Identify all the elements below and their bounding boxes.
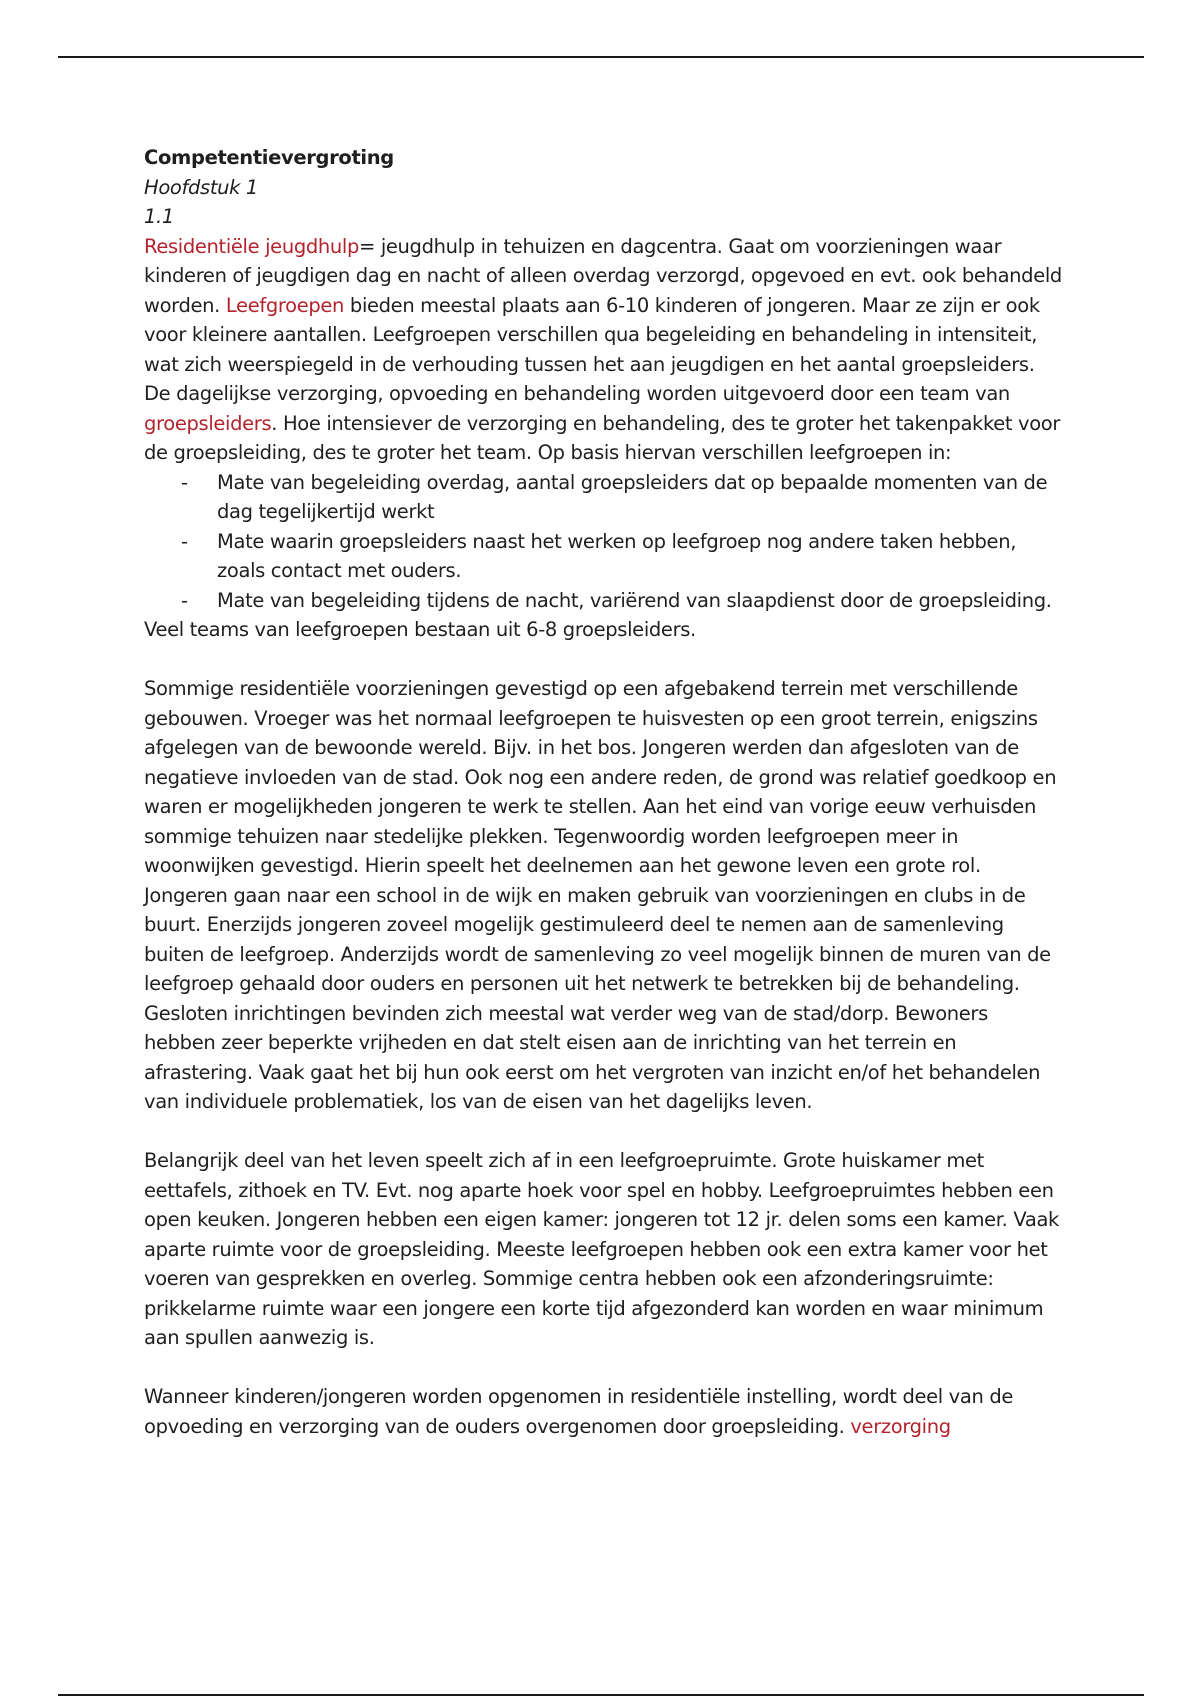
paragraph-intro-text-3: . Hoe intensiever de verzorging en behandeling, des te groter het takenpakket voor de groepsleiding, des te groter het team. Op basis hiervan verschillen leefgroepen in: [144, 411, 1061, 464]
paragraph-teams: Veel teams van leefgroepen bestaan uit 6-8 groepsleiders. [144, 618, 696, 641]
bullet-dash: - [181, 588, 188, 612]
header-rule [58, 56, 1144, 58]
bullet-dash: - [181, 470, 188, 494]
list-item [144, 527, 1064, 586]
list-item-text: Mate van begeleiding overdag, aantal groepsleiders dat op bepaalde momenten van de dag tegelijkertijd werkt [217, 470, 1048, 523]
bullet-list [144, 468, 1064, 616]
document-title: Competentievergroting [144, 146, 394, 169]
paragraph-gap [144, 1117, 1064, 1147]
list-item-text: Mate van begeleiding tijdens de nacht, variërend van slaapdienst door de groepsleiding. [217, 588, 1052, 612]
paragraph-intro [144, 232, 1064, 468]
section-number: 1.1 [144, 205, 174, 228]
list-item [144, 468, 1064, 527]
bullet-dash: - [181, 529, 188, 553]
paragraph-intro-text-1: = jeugdhulp in tehuizen en dagcentra. Gaat om voorzieningen waar kinderen of jeugdigen dag en nacht of alleen overdag verzorgd, opgevoed en evt. ook behandeld worden. [144, 234, 1062, 317]
chapter-heading: Hoofdstuk 1 [144, 175, 258, 199]
paragraph-opname-text: Wanneer kinderen/jongeren worden opgenomen in residentiële instelling, wordt deel van de opvoeding en verzorging van de ouders overgenomen door groepsleiding. [144, 1385, 1014, 1438]
paragraph-locations: Sommige residentiële voorzieningen gevestigd op een afgebakend terrein met verschillende gebouwen. Vroeger was het normaal leefgroepen te huisvesten op een groot terrein, enigszins afgelegen van de bewoonde wereld. Bijv. in het bos. Jongeren werden dan afgesloten van de negatieve invloeden van de stad. Ook nog een andere reden, de grond was relatief goedkoop en waren er mogelijkheden jongeren te werk te stellen. Aan het eind van vorige eeuw verhuisden sommige tehuizen naar stedelijke plekken. Tegenwoordig worden leefgroepen meer in woonwijken gevestigd. Hierin speelt het deelnemen aan het gewone leven een grote rol. Jongeren gaan naar een school in de wijk en maken gebruik van voorzieningen en clubs in de buurt. Enerzijds jongeren zoveel mogelijk gestimuleerd deel te nemen aan de samenleving buiten de leefgroep. Anderzijds wordt de samenleving zo veel mogelijk binnen de muren van de leefgroep gehaald door ouders en personen uit het netwerk te betrekken bij de behandeling. Gesloten inrichtingen bevinden zich meestal wat verder weg van de stad/dorp. Bewoners hebben zeer beperkte vrijheden en dat stelt eisen aan de inrichting van het terrein en afrastering. Vaak gaat het bij hun ook eerst om het vergroten van inzicht en/of het behandelen van individuele problematiek, los van de eisen van het dagelijks leven. [144, 677, 1057, 1113]
paragraph-intro-text-2: bieden meestal plaats aan 6-10 kinderen of jongeren. Maar ze zijn er ook voor kleinere aantallen. Leefgroepen verschillen qua begeleiding en behandeling in intensiteit, wat zich weerspiegeld in de verhouding tussen het aan jeugdigen en het aantal groepsleiders. De dagelijkse verzorging, opvoeding en behandeling worden uitgevoerd door een team van [144, 293, 1040, 405]
document-body [144, 143, 1064, 1441]
list-item [144, 586, 1064, 616]
footer-rule [58, 1694, 1144, 1696]
term-groepsleiders: groepsleiders [144, 411, 272, 435]
list-item-text: Mate waarin groepsleiders naast het werken op leefgroep nog andere taken hebben, zoals contact met ouders. [217, 529, 1017, 582]
paragraph-opname [144, 1382, 1064, 1441]
term-leefgroepen: Leefgroepen [225, 293, 345, 317]
paragraph-gap [144, 1353, 1064, 1383]
paragraph-leefgroepruimte: Belangrijk deel van het leven speelt zich af in een leefgroepruimte. Grote huiskamer met eettafels, zithoek en TV. Evt. nog aparte hoek voor spel en hobby. Leefgroepruimtes hebben een open keuken. Jongeren hebben een eigen kamer: jongeren tot 12 jr. delen soms een kamer. Vaak aparte ruimte voor de groepsleiding. Meeste leefgroepen hebben ook een extra kamer voor het voeren van gesprekken en overleg. Sommige centra hebben ook een afzonderingsruimte: prikkelarme ruimte waar een jongere een korte tijd afgezonderd kan worden en waar minimum aan spullen aanwezig is. [144, 1149, 1059, 1349]
term-residentiele-jeugdhulp: Residentiële jeugdhulp [144, 234, 359, 258]
term-verzorging: verzorging [850, 1414, 951, 1438]
paragraph-gap [144, 645, 1064, 675]
